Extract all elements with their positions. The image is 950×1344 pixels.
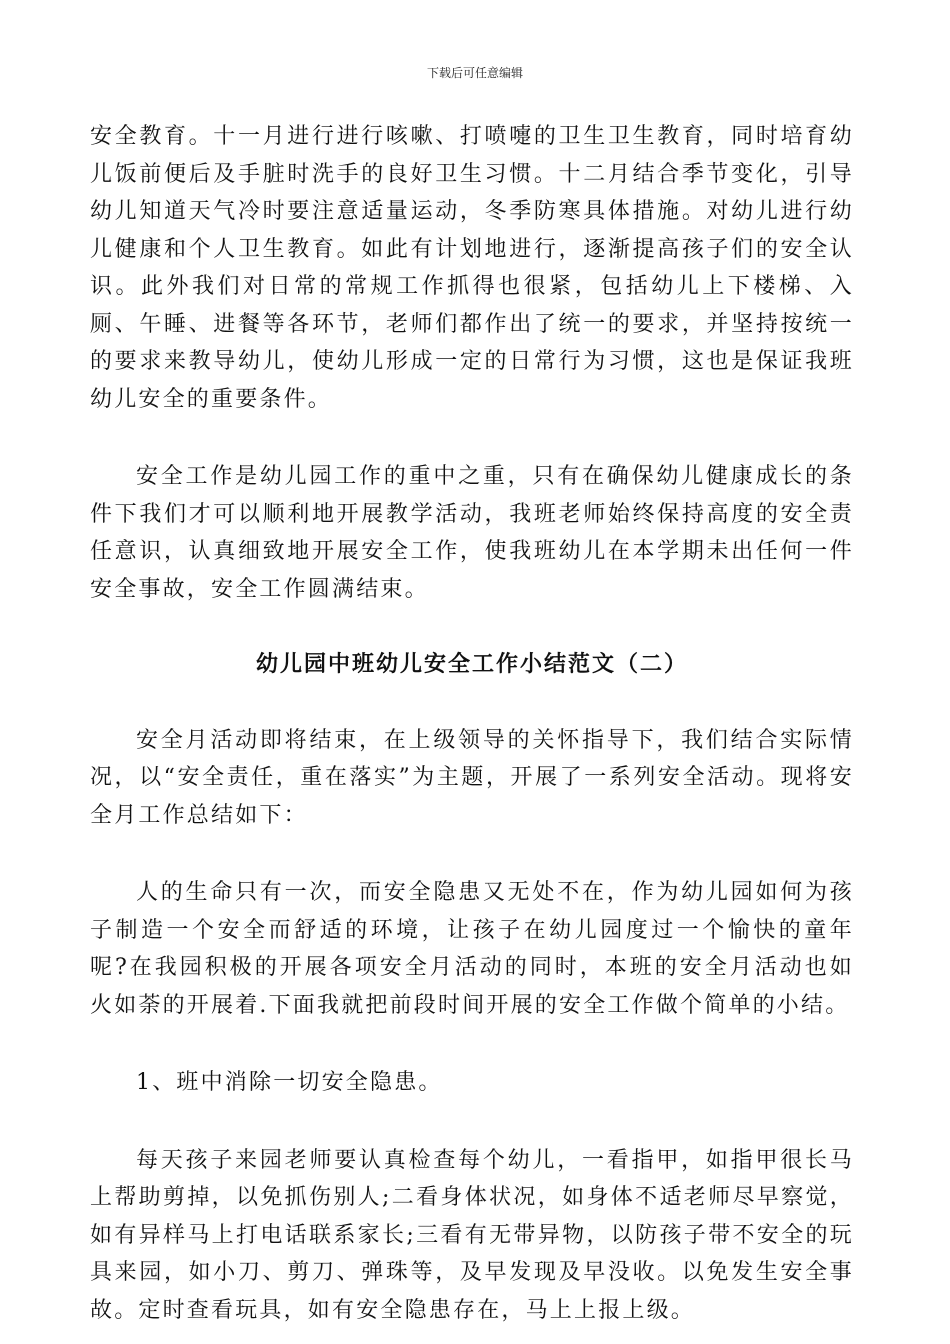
paragraph-1: 安全教育。十一月进行进行咳嗽、打喷嚏的卫生卫生教育，同时培育幼儿饭前便后及手脏时洗手的良好卫生习惯。十二月结合季节变化，引导幼儿知道天气冷时要注意适量运动，冬季防寒具体措施。对幼儿进行幼儿健康和个人卫生教育。如此有计划地进行，逐渐提高孩子们的安全认识。此外我们对日常的常规工作抓得也很紧，包括幼儿上下楼梯、入厕、午睡、进餐等各环节，老师们都作出了统一的要求，并坚持按统一的要求来教导幼儿，使幼儿形成一定的日常行为习惯，这也是保证我班幼儿安全的重要条件。 (90, 124, 854, 412)
spacer (90, 418, 854, 458)
spacer (90, 684, 854, 722)
paragraph-4: 人的生命只有一次，而安全隐患又无处不在，作为幼儿园如何为孩子制造一个安全而舒适的环境，让孩子在幼儿园度过一个愉快的童年呢?在我园积极的开展各项安全月活动的同时，本班的安全月活动也如火如荼的开展着.下面我就把前段时间开展的安全工作做个简单的小结。 (90, 880, 854, 1018)
spacer (90, 1102, 854, 1142)
paragraph-2: 安全工作是幼儿园工作的重中之重，只有在确保幼儿健康成长的条件下我们才可以顺利地开展教学活动，我班老师始终保持高度的安全责任意识，认真细致地开展安全工作，使我班幼儿在本学期未出任何一件安全事故，安全工作圆满结束。 (90, 464, 854, 602)
spacer (90, 834, 854, 874)
page-header-note: 下载后可任意编辑 (426, 66, 523, 80)
paragraph-5: 每天孩子来园老师要认真检查每个幼儿，一看指甲，如指甲很长马上帮助剪掉，以免抓伤别人;二看身体状况，如身体不适老师尽早察觉，如有异样马上打电话联系家长;三看有无带异物，以防孩子带不安全的玩具来园，如小刀、剪刀、弹珠等，及早发现及早没收。以免发生安全事故。定时查看玩具，如有安全隐患存在，马上上报上级。 (90, 1147, 854, 1323)
spacer (90, 608, 854, 646)
document-body (90, 118, 854, 1329)
list-item-1: 1、班中消除一切安全隐患。 (136, 1070, 443, 1095)
section-heading: 幼儿园中班幼儿安全工作小结范文（二） (255, 652, 688, 677)
spacer (90, 1024, 854, 1064)
paragraph-3: 安全月活动即将结束，在上级领导的关怀指导下，我们结合实际情况，以“安全责任，重在落实”为主题，开展了一系列安全活动。现将安全月工作总结如下： (90, 727, 854, 828)
